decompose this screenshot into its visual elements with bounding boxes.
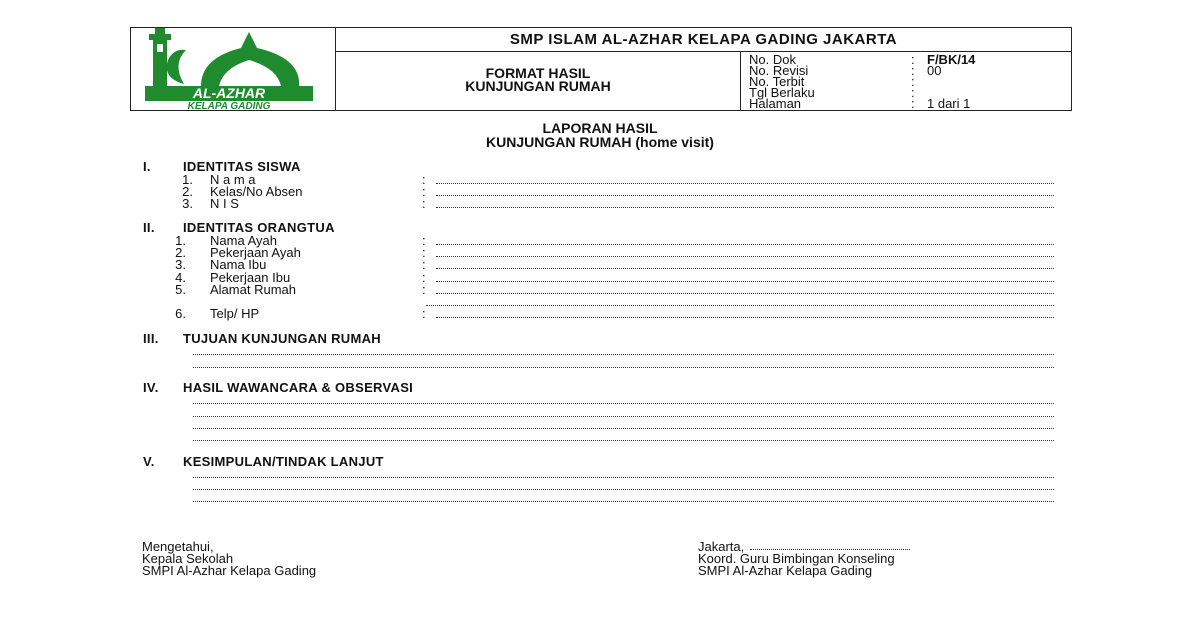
section-title: HASIL WAWANCARA & OBSERVASI: [183, 380, 414, 395]
report-title-line2: KUNJUNGAN RUMAH (home visit): [486, 134, 714, 150]
hasil-fill-line[interactable]: [193, 440, 1054, 441]
signature-left-line3: SMPI Al-Azhar Kelapa Gading: [142, 563, 317, 578]
field-label: Alamat Rumah: [210, 282, 296, 297]
hasil-fill-line[interactable]: [193, 416, 1054, 417]
field-fill-line[interactable]: [436, 195, 1054, 196]
field-number: 2.: [182, 184, 193, 199]
doc-info-colon: :: [911, 96, 915, 111]
field-colon: :: [422, 306, 426, 321]
field-label: N a m a: [210, 172, 256, 187]
doc-info-label: No. Terbit: [749, 74, 805, 89]
signature-right: [698, 541, 910, 577]
section-number: IV.: [143, 380, 159, 395]
alamat-continuation-line[interactable]: [426, 305, 1054, 306]
field-number: 3.: [175, 257, 186, 272]
field-number: 5.: [175, 282, 186, 297]
section-title: TUJUAN KUNJUNGAN RUMAH: [183, 331, 381, 346]
document-info: [749, 54, 1069, 109]
doc-info-colon: :: [911, 74, 915, 89]
tujuan-fill-line[interactable]: [193, 367, 1054, 368]
section-number: I.: [143, 159, 151, 174]
signature-place: Jakarta,: [698, 539, 745, 554]
field-fill-line[interactable]: [436, 207, 1054, 208]
doc-info-colon: :: [911, 52, 915, 67]
section-number: II.: [143, 220, 155, 235]
field-number: 1.: [182, 172, 193, 187]
field-label: Nama Ibu: [210, 257, 267, 272]
field-kelas-absen: [0, 186, 1200, 198]
section-title: KESIMPULAN/TINDAK LANJUT: [183, 454, 384, 469]
section-tujuan-kunjungan: [143, 333, 381, 345]
field-nama-siswa: [0, 174, 1200, 186]
doc-info-label: No. Dok: [749, 52, 796, 67]
field-colon: :: [422, 282, 426, 297]
field-fill-line[interactable]: [436, 281, 1054, 282]
field-label: Pekerjaan Ibu: [210, 270, 291, 285]
field-colon: :: [422, 172, 426, 187]
section-title: IDENTITAS SISWA: [183, 159, 301, 174]
kesimpulan-fill-line[interactable]: [193, 477, 1054, 478]
field-fill-line[interactable]: [436, 268, 1054, 269]
section-number: III.: [143, 331, 159, 346]
field-fill-line[interactable]: [436, 317, 1054, 318]
field-fill-line[interactable]: [436, 244, 1054, 245]
field-label: Kelas/No Absen: [210, 184, 303, 199]
field-number: 3.: [182, 196, 193, 211]
field-number: 2.: [175, 245, 186, 260]
logo-text-main: AL-AZHAR: [192, 85, 266, 101]
field-colon: :: [422, 257, 426, 272]
school-name: SMP ISLAM AL-AZHAR KELAPA GADING JAKARTA: [336, 28, 1071, 52]
field-label: Pekerjaan Ayah: [210, 245, 301, 260]
field-fill-line[interactable]: [436, 293, 1054, 294]
signature-left-line1: Mengetahui,: [142, 539, 214, 554]
kesimpulan-fill-line[interactable]: [193, 501, 1054, 502]
field-number: 4.: [175, 270, 186, 285]
al-azhar-logo-icon: [131, 28, 336, 110]
field-alamat-rumah: [0, 284, 1200, 296]
tujuan-fill-line[interactable]: [193, 354, 1054, 355]
field-label: N I S: [210, 196, 239, 211]
field-number: 1.: [175, 233, 186, 248]
signature-date-fill-line[interactable]: [750, 541, 910, 550]
doc-info-label: Halaman: [749, 96, 802, 111]
field-label: Telp/ HP: [210, 306, 260, 321]
doc-info-colon: :: [911, 85, 915, 100]
section-title: IDENTITAS ORANGTUA: [183, 220, 335, 235]
kesimpulan-fill-line[interactable]: [193, 489, 1054, 490]
field-label: Nama Ayah: [210, 233, 277, 248]
section-hasil-wawancara: [143, 382, 413, 394]
school-logo: [131, 28, 336, 110]
doc-info-value: F/BK/14: [927, 52, 976, 67]
doc-info-value: 1 dari 1: [927, 96, 971, 111]
field-number: 6.: [175, 306, 186, 321]
format-title: [336, 52, 741, 110]
hasil-fill-line[interactable]: [193, 403, 1054, 404]
field-fill-line[interactable]: [436, 183, 1054, 184]
signature-left-line2: Kepala Sekolah: [142, 551, 234, 566]
field-colon: :: [422, 245, 426, 260]
field-colon: :: [422, 270, 426, 285]
field-nis: [0, 198, 1200, 210]
format-title-line2: KUNJUNGAN RUMAH: [465, 78, 611, 94]
field-telp-hp: [0, 308, 1200, 320]
hasil-fill-line[interactable]: [193, 428, 1054, 429]
section-kesimpulan: [143, 456, 384, 468]
format-title-line1: FORMAT HASIL: [485, 65, 591, 81]
logo-text-sub: KELAPA GADING: [187, 101, 271, 110]
document-header: [130, 27, 1072, 111]
signature-left: [142, 541, 316, 577]
field-fill-line[interactable]: [436, 256, 1054, 257]
signature-right-line2: Koord. Guru Bimbingan Konseling: [698, 551, 895, 566]
doc-info-row: [749, 98, 1069, 109]
doc-info-label: No. Revisi: [749, 63, 809, 78]
doc-info-value: 00: [927, 63, 942, 78]
field-colon: :: [422, 233, 426, 248]
doc-info-colon: :: [911, 63, 915, 78]
doc-info-label: Tgl Berlaku: [749, 85, 815, 100]
field-colon: :: [422, 196, 426, 211]
field-colon: :: [422, 184, 426, 199]
signature-right-line3: SMPI Al-Azhar Kelapa Gading: [698, 563, 873, 578]
report-title-line1: LAPORAN HASIL: [542, 120, 658, 136]
section-number: V.: [143, 454, 155, 469]
